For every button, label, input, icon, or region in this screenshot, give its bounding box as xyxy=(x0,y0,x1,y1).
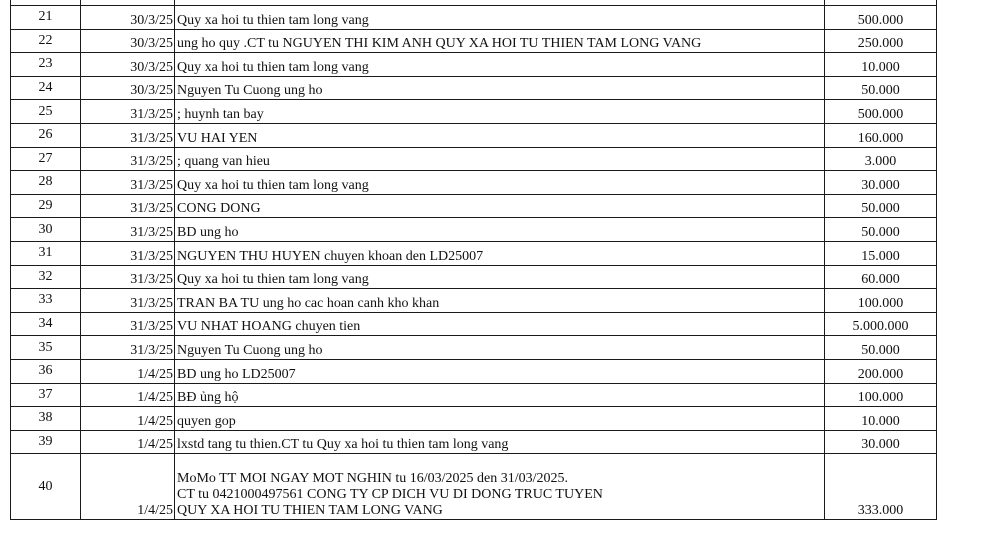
table-row xyxy=(11,147,937,171)
description-cell: Quy xa hoi tu thien tam long vang xyxy=(175,265,825,289)
date-cell: 30/3/25 xyxy=(81,29,175,53)
table-row xyxy=(11,218,937,242)
table-row xyxy=(11,407,937,431)
amount-cell: 50.000 xyxy=(825,218,937,242)
table-row xyxy=(11,359,937,383)
date-cell: 31/3/25 xyxy=(81,312,175,336)
amount-cell: 100.000 xyxy=(825,289,937,313)
table-row xyxy=(11,265,937,289)
donation-ledger-sheet xyxy=(10,0,936,520)
description-cell xyxy=(175,454,825,520)
table-row xyxy=(11,53,937,77)
table-row xyxy=(11,383,937,407)
description-line: QUY XA HOI TU THIEN TAM LONG VANG xyxy=(177,503,443,519)
date-cell: 30/3/25 xyxy=(81,53,175,77)
row-number-cell: 39 xyxy=(11,430,81,454)
table-row xyxy=(11,123,937,147)
description-cell: TRAN BA TU ung ho cac hoan canh kho khan xyxy=(175,289,825,313)
table-row xyxy=(11,6,937,30)
description-cell: BD ung ho LD25007 xyxy=(175,359,825,383)
amount-cell: 200.000 xyxy=(825,359,937,383)
description-cell: Quy xa hoi tu thien tam long vang xyxy=(175,171,825,195)
amount-cell: 160.000 xyxy=(825,123,937,147)
amount-cell: 50.000 xyxy=(825,194,937,218)
row-number-cell: 21 xyxy=(11,6,81,30)
date-cell: 31/3/25 xyxy=(81,336,175,360)
amount-cell: 30.000 xyxy=(825,171,937,195)
date-cell: 30/3/25 xyxy=(81,76,175,100)
date-cell: 31/3/25 xyxy=(81,218,175,242)
table-row xyxy=(11,430,937,454)
amount-cell: 333.000 xyxy=(825,454,937,520)
table-row xyxy=(11,336,937,360)
amount-cell: 50.000 xyxy=(825,336,937,360)
description-cell: Nguyen Tu Cuong ung ho xyxy=(175,336,825,360)
amount-cell: 30.000 xyxy=(825,430,937,454)
description-cell: VU HAI YEN xyxy=(175,123,825,147)
row-number-cell: 26 xyxy=(11,123,81,147)
row-number-cell: 23 xyxy=(11,53,81,77)
description-cell: NGUYEN THU HUYEN chuyen khoan den LD25007 xyxy=(175,241,825,265)
date-cell: 1/4/25 xyxy=(81,359,175,383)
row-number-cell: 25 xyxy=(11,100,81,124)
description-line: MoMo TT MOI NGAY MOT NGHIN tu 16/03/2025 den 31/03/2025. xyxy=(177,471,568,487)
date-cell: 31/3/25 xyxy=(81,147,175,171)
date-cell: 31/3/25 xyxy=(81,265,175,289)
date-cell: 30/3/25 xyxy=(81,6,175,30)
row-number-cell: 24 xyxy=(11,76,81,100)
amount-cell: 5.000.000 xyxy=(825,312,937,336)
table-row xyxy=(11,289,937,313)
amount-cell: 500.000 xyxy=(825,6,937,30)
table-row xyxy=(11,100,937,124)
row-number-cell: 40 xyxy=(11,454,81,520)
row-number-cell: 31 xyxy=(11,241,81,265)
amount-cell: 100.000 xyxy=(825,383,937,407)
description-cell: Nguyen Tu Cuong ung ho xyxy=(175,76,825,100)
table-row xyxy=(11,171,937,195)
description-cell: lxstd tang tu thien.CT tu Quy xa hoi tu thien tam long vang xyxy=(175,430,825,454)
amount-cell: 3.000 xyxy=(825,147,937,171)
description-cell: VU NHAT HOANG chuyen tien xyxy=(175,312,825,336)
description-cell: ung ho quy .CT tu NGUYEN THI KIM ANH QUY XA HOI TU THIEN TAM LONG VANG xyxy=(175,29,825,53)
date-cell: 1/4/25 xyxy=(81,430,175,454)
date-cell: 31/3/25 xyxy=(81,194,175,218)
description-cell: ; quang van hieu xyxy=(175,147,825,171)
date-cell: 31/3/25 xyxy=(81,241,175,265)
table-row xyxy=(11,241,937,265)
table-row xyxy=(11,76,937,100)
donation-table xyxy=(10,0,937,520)
amount-cell: 250.000 xyxy=(825,29,937,53)
date-cell: 1/4/25 xyxy=(81,383,175,407)
row-number-cell: 27 xyxy=(11,147,81,171)
row-number-cell: 32 xyxy=(11,265,81,289)
date-cell: 1/4/25 xyxy=(81,454,175,520)
row-number-cell: 34 xyxy=(11,312,81,336)
description-line: CT tu 0421000497561 CONG TY CP DICH VU DI DONG TRUC TUYEN xyxy=(177,487,603,503)
row-number-cell: 28 xyxy=(11,171,81,195)
date-cell: 31/3/25 xyxy=(81,171,175,195)
row-number-cell: 33 xyxy=(11,289,81,313)
table-row xyxy=(11,29,937,53)
table-row xyxy=(11,454,937,520)
description-cell: BD ung ho xyxy=(175,218,825,242)
description-cell: CONG DONG xyxy=(175,194,825,218)
description-cell: quyen gop xyxy=(175,407,825,431)
description-cell: ; huynh tan bay xyxy=(175,100,825,124)
date-cell: 31/3/25 xyxy=(81,289,175,313)
amount-cell: 60.000 xyxy=(825,265,937,289)
row-number-cell: 22 xyxy=(11,29,81,53)
amount-cell: 50.000 xyxy=(825,76,937,100)
row-number-cell: 38 xyxy=(11,407,81,431)
amount-cell: 10.000 xyxy=(825,407,937,431)
date-cell: 31/3/25 xyxy=(81,123,175,147)
amount-cell: 10.000 xyxy=(825,53,937,77)
description-cell: Quy xa hoi tu thien tam long vang xyxy=(175,6,825,30)
amount-cell: 500.000 xyxy=(825,100,937,124)
table-row xyxy=(11,194,937,218)
row-number-cell: 36 xyxy=(11,359,81,383)
amount-cell: 15.000 xyxy=(825,241,937,265)
date-cell: 1/4/25 xyxy=(81,407,175,431)
row-number-cell: 35 xyxy=(11,336,81,360)
description-cell: Quy xa hoi tu thien tam long vang xyxy=(175,53,825,77)
description-cell: BĐ ủng hộ xyxy=(175,383,825,407)
row-number-cell: 29 xyxy=(11,194,81,218)
row-number-cell: 37 xyxy=(11,383,81,407)
row-number-cell: 30 xyxy=(11,218,81,242)
table-row xyxy=(11,312,937,336)
date-cell: 31/3/25 xyxy=(81,100,175,124)
